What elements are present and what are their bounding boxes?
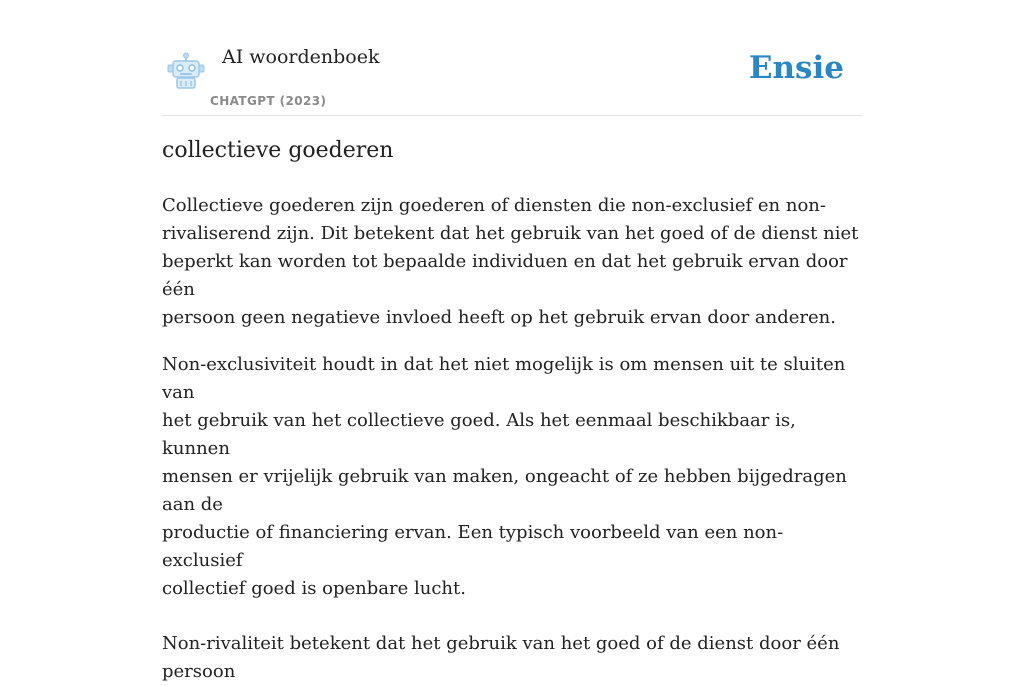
text-line: mensen er vrijelijk gebruik van maken, ongeacht of ze hebben bijgedragen aan de (162, 466, 847, 515)
text-line: productie of financiering ervan. Een typisch voorbeeld van een non-exclusief (162, 522, 784, 571)
text-line: Non-rivaliteit betekent dat het gebruik van het goed of de dienst door één persoon (162, 633, 840, 682)
entry-definition (162, 192, 862, 686)
definition-paragraph (162, 351, 862, 603)
text-line: het gebruik van het collectieve goed. Als het eenmaal beschikbaar is, kunnen (162, 410, 796, 459)
text-line: Non-exclusiviteit houdt in dat het niet mogelijk is om mensen uit te sluiten van (162, 354, 846, 403)
dictionary-source: CHATGPT (2023) (210, 94, 327, 108)
robot-icon (166, 52, 206, 90)
definition-paragraph (162, 630, 862, 686)
text-line: Collectieve goederen zijn goederen of diensten die non-exclusief en non- (162, 195, 826, 216)
dictionary-title-link[interactable]: AI woordenboek (222, 46, 380, 68)
entry-term: collectieve goederen (162, 138, 394, 163)
text-line: rivaliserend zijn. Dit betekent dat het gebruik van het goed of de dienst niet (162, 223, 859, 244)
dictionary-header (162, 38, 862, 116)
text-line: collectief goed is openbare lucht. (162, 578, 466, 599)
text-line: beperkt kan worden tot bepaalde individuen en dat het gebruik ervan door één (162, 251, 848, 300)
definition-paragraph (162, 192, 862, 332)
brand-logo-link[interactable]: Ensie (748, 50, 844, 86)
text-line: persoon geen negatieve invloed heeft op het gebruik ervan door anderen. (162, 307, 836, 328)
